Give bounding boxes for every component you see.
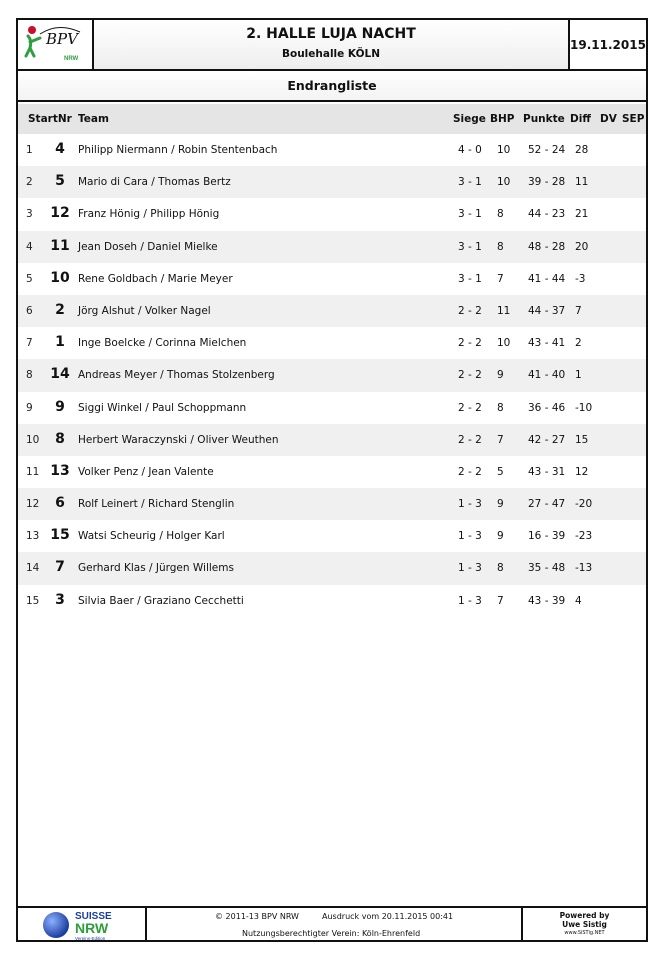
siege-cell: 4 - 0 [458,144,482,156]
punkte-cell: 27 - 47 [528,498,566,511]
table-row [18,359,646,391]
rank-cell: 15 [26,594,40,607]
bhp-cell: 8 [497,208,504,221]
event-date: 19.11.2015 [568,20,646,69]
table-row [18,166,646,198]
event-venue: Boulehalle KÖLN [281,48,381,60]
diff-cell: 2 [575,337,582,350]
siege-cell: 1 - 3 [458,498,482,511]
siege-cell: 2 - 2 [458,337,482,350]
team-cell: Philipp Niermann / Robin Stentenbach [78,144,278,156]
siege-cell: 3 - 1 [458,208,482,221]
team-cell: Herbert Waraczynski / Oliver Weuthen [78,433,279,446]
event-title-box [94,20,568,69]
start-number-cell: 15 [50,527,70,544]
table-header [18,104,646,134]
results-sheet [16,18,648,942]
table-row [18,520,646,552]
team-cell: Jörg Alshut / Volker Nagel [78,304,211,317]
punkte-cell: 39 - 28 [528,176,566,189]
bhp-cell: 10 [497,144,511,156]
diff-cell: 15 [575,433,589,446]
team-cell: Franz Hönig / Philipp Hönig [78,208,220,221]
powered-label: Powered by [559,911,610,920]
diff-cell: -3 [575,272,586,285]
punkte-cell: 35 - 48 [528,562,566,575]
punkte-cell: 43 - 31 [528,465,566,478]
punkte-cell: 41 - 40 [528,369,566,382]
rank-cell: 4 [26,240,33,253]
footer-info [147,908,521,942]
col-punkte: Punkte [523,113,565,125]
diff-cell: -20 [575,498,593,511]
rank-cell: 14 [26,562,40,575]
start-number-cell: 12 [50,205,70,222]
svg-text:BPV: BPV [46,30,78,48]
sheet-header [18,20,646,71]
start-number-cell: 7 [55,559,65,576]
punkte-cell: 44 - 37 [528,304,566,317]
rank-cell: 11 [26,465,40,478]
team-cell: Jean Doseh / Daniel Mielke [78,240,218,253]
team-cell: Rene Goldbach / Marie Meyer [78,272,233,285]
team-cell: Watsi Scheurig / Holger Karl [78,530,225,543]
diff-cell: 11 [575,176,589,189]
table-row [18,231,646,263]
bhp-cell: 9 [497,530,504,543]
table-row [18,488,646,520]
punkte-cell: 48 - 28 [528,240,566,253]
sheet-footer [18,906,646,942]
siege-cell: 1 - 3 [458,562,482,575]
team-cell: Gerhard Klas / Jürgen Willems [78,562,234,575]
bhp-cell: 7 [497,433,504,446]
col-team: Team [78,113,109,125]
start-number-cell: 8 [55,430,65,447]
rank-cell: 7 [26,337,33,350]
bhp-cell: 11 [497,304,511,317]
team-cell: Silvia Baer / Graziano Cecchetti [78,594,244,607]
ranking-table [18,134,646,617]
diff-cell: 1 [575,369,582,382]
event-title: 2. HALLE LUJA NACHT [246,26,416,42]
start-number-cell: 5 [55,173,65,190]
punkte-cell: 36 - 46 [528,401,566,414]
powered-url: www.SiSTig.NET [564,930,605,936]
team-cell: Rolf Leinert / Richard Stenglin [78,498,235,511]
table-row [18,263,646,295]
siege-cell: 1 - 3 [458,530,482,543]
punkte-cell: 52 - 24 [528,144,566,156]
start-number-cell: 13 [50,462,70,479]
start-number-cell: 14 [50,366,70,383]
siege-cell: 2 - 2 [458,465,482,478]
rank-cell: 6 [26,304,33,317]
start-number-cell: 10 [50,269,70,286]
diff-cell: 12 [575,465,589,478]
team-cell: Inge Boelcke / Corinna Mielchen [78,337,247,350]
table-row [18,585,646,617]
rank-cell: 3 [26,208,33,221]
col-siege: Siege [453,113,486,125]
footer-printed: Ausdruck vom 20.11.2015 00:41 [322,912,454,921]
bhp-cell: 7 [497,594,504,607]
footer-copyright: © 2011-13 BPV NRW [215,912,299,921]
table-row [18,134,646,166]
bhp-cell: 5 [497,465,504,478]
bhp-cell: 10 [497,337,511,350]
team-cell: Volker Penz / Jean Valente [78,465,214,478]
start-number-cell: 2 [55,301,65,318]
svg-text:Vereins-Edition: Vereins-Edition [75,936,106,941]
bpv-logo [18,20,94,69]
punkte-cell: 41 - 44 [528,272,566,285]
table-row [18,327,646,359]
start-number-cell: 1 [55,334,65,351]
siege-cell: 3 - 1 [458,240,482,253]
start-number-cell: 4 [55,141,65,157]
table-row [18,552,646,584]
rank-cell: 13 [26,530,40,543]
ball-icon [18,908,145,942]
punkte-cell: 43 - 41 [528,337,566,350]
table-row [18,198,646,230]
bhp-cell: 7 [497,272,504,285]
rank-cell: 8 [26,369,33,382]
rank-cell: 1 [26,144,33,156]
svg-text:SUISSE: SUISSE [75,911,112,922]
footer-licensee: Nutzungsberechtigter Verein: Köln-Ehrenfeld [242,929,421,938]
rank-cell: 10 [26,433,40,446]
siege-cell: 2 - 2 [458,369,482,382]
diff-cell: -13 [575,562,593,575]
col-dv: DV [600,113,617,125]
rank-cell: 12 [26,498,40,511]
siege-cell: 2 - 2 [458,433,482,446]
table-row [18,424,646,456]
col-diff: Diff [570,113,591,125]
table-row [18,392,646,424]
diff-cell: 7 [575,304,582,317]
diff-cell: -23 [575,530,593,543]
col-sep: SEP [622,113,645,125]
bhp-cell: 9 [497,498,504,511]
siege-cell: 1 - 3 [458,594,482,607]
punkte-cell: 44 - 23 [528,208,566,221]
siege-cell: 2 - 2 [458,401,482,414]
diff-cell: 28 [575,144,589,156]
svg-text:NRW: NRW [75,920,109,936]
boule-player-icon [18,20,92,67]
section-title: Endrangliste [18,71,646,102]
bhp-cell: 8 [497,401,504,414]
punkte-cell: 43 - 39 [528,594,566,607]
team-cell: Andreas Meyer / Thomas Stolzenberg [78,369,275,382]
powered-name: Uwe Sistig [562,920,607,929]
rank-cell: 9 [26,401,33,414]
start-number-cell: 11 [50,237,70,254]
start-number-cell: 3 [55,591,65,608]
diff-cell: 4 [575,594,582,607]
bhp-cell: 8 [497,562,504,575]
team-cell: Mario di Cara / Thomas Bertz [78,176,231,189]
rank-cell: 5 [26,272,33,285]
start-number-cell: 9 [55,398,65,415]
powered-by [521,908,646,942]
bhp-cell: 8 [497,240,504,253]
punkte-cell: 42 - 27 [528,433,566,446]
diff-cell: 21 [575,208,589,221]
svg-text:NRW: NRW [64,56,79,62]
col-startnr: StartNr [28,113,72,125]
siege-cell: 3 - 1 [458,272,482,285]
bhp-cell: 9 [497,369,504,382]
diff-cell: -10 [575,401,593,414]
siege-cell: 3 - 1 [458,176,482,189]
diff-cell: 20 [575,240,589,253]
bhp-cell: 10 [497,176,511,189]
table-row [18,456,646,488]
col-bhp: BHP [490,113,515,125]
suisse-nrw-logo [18,908,147,942]
start-number-cell: 6 [55,495,65,512]
table-row [18,295,646,327]
siege-cell: 2 - 2 [458,304,482,317]
rank-cell: 2 [26,176,33,189]
punkte-cell: 16 - 39 [528,530,566,543]
team-cell: Siggi Winkel / Paul Schoppmann [78,401,247,414]
